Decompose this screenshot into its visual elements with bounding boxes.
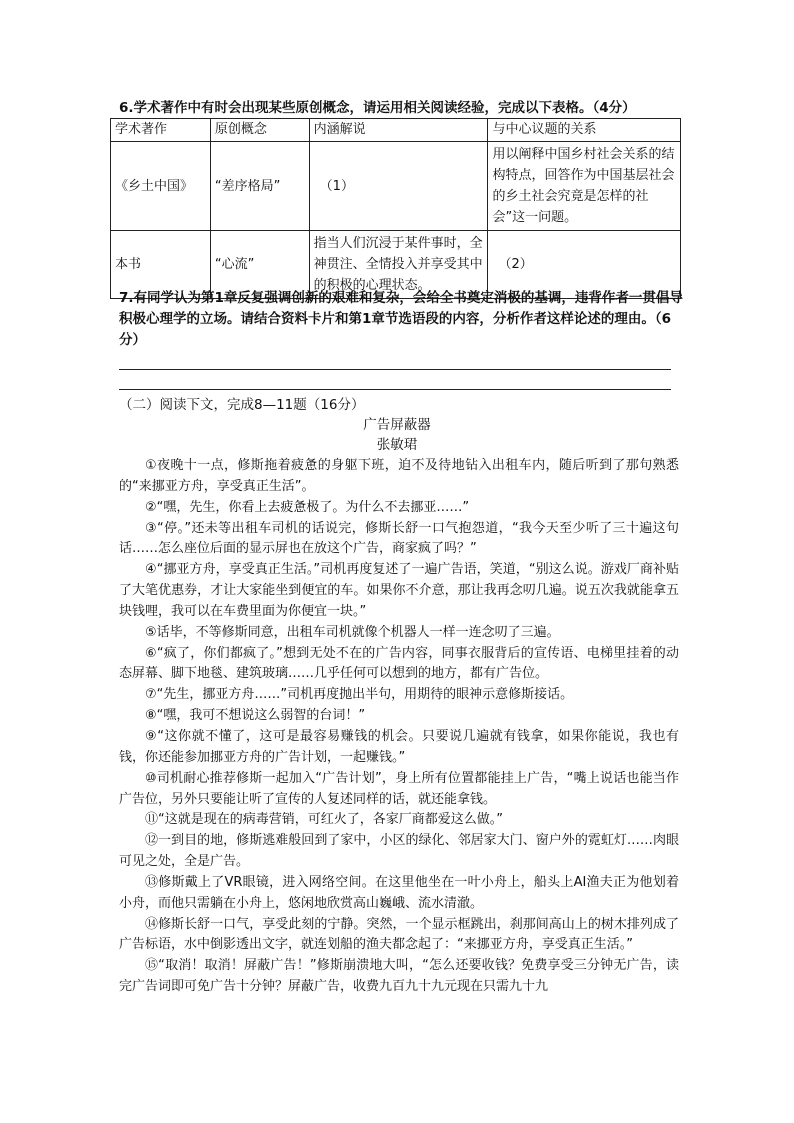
article-body <box>119 456 679 998</box>
paragraph: ⑪“这就是现在的病毒营销，可红火了，各家厂商都爱这么做。” <box>145 812 503 828</box>
table-cell: “差序格局” <box>210 142 309 231</box>
paragraph: ⑥“疯了，你们都疯了。”想到无处不在的广告内容，同事衣服背后的宣传语、电梯里挂着的动态屏幕、脚下地毯、建筑玻璃……几乎任何可以想到的地方，都有广告位。 <box>119 645 679 682</box>
table-cell: （2） <box>488 231 681 299</box>
section-2-heading: （二）阅读下文，完成8—11题（16分） <box>119 397 365 413</box>
answer-line <box>119 369 671 370</box>
table-cell: 指当人们沉浸于某件事时，全神贯注、全情投入并享受其中的积极的心理状态。 <box>309 231 488 299</box>
paragraph: ⑬修斯戴上了VR眼镜，进入网络空间。在这里他坐在一叶小舟上，船头上AI渔夫正为他划着小舟，而他只需躺在小舟上，悠闲地欣赏高山巍峨、流水清澈。 <box>119 874 679 911</box>
paragraph: ⑭修斯长舒一口气，享受此刻的宁静。突然，一个显示框跳出，刹那间高山上的树木排列成了广告标语，水中倒影透出文字，就连划船的渔夫都念起了：“来挪亚方舟，享受真正生活。” <box>119 916 679 953</box>
table-cell: 用以阐释中国乡村社会关系的结构特点，回答作为中国基层社会的乡土社会究竟是怎样的社会”这一问题。 <box>488 142 681 231</box>
paragraph: ⑦“先生，挪亚方舟……”司机再度抛出半句，用期待的眼神示意修斯接话。 <box>145 687 574 703</box>
table-cell: 本书 <box>111 231 211 299</box>
paragraph: ①夜晚十一点，修斯拖着疲惫的身躯下班，迫不及待地钻入出租车内，随后听到了那句熟悉的“来挪亚方舟，享受真正生活”。 <box>119 458 679 494</box>
paragraph: ⑨“这你就不懂了，这可是最容易赚钱的机会。只要说几遍就有钱拿，如果你能说，我也有钱，你还能参加挪亚方舟的广告计划，一起赚钱。” <box>119 728 679 765</box>
article-title: 广告屏蔽器 <box>363 417 431 433</box>
table-row <box>111 142 681 231</box>
header-cell: 与中心议题的关系 <box>488 119 681 142</box>
concepts-table <box>110 118 681 299</box>
table-cell: “心流” <box>210 231 309 299</box>
question-6-title: 6.学术著作中有时会出现某些原创概念，请运用相关阅读经验，完成以下表格。（4分） <box>119 100 636 116</box>
table-cell: 《乡土中国》 <box>111 142 211 231</box>
header-cell: 原创概念 <box>210 119 309 142</box>
header-cell: 内涵解说 <box>309 119 488 142</box>
answer-line <box>119 389 671 390</box>
paragraph: ⑫一到目的地，修斯逃难般回到了家中，小区的绿化、邻居家大门、窗户外的霓虹灯……肉眼可见之处，全是广告。 <box>119 833 679 870</box>
paragraph: ⑩司机耐心推荐修斯一起加入“广告计划”，身上所有位置都能挂上广告，“嘴上说话也能当作广告位，另外只要能让听了宣传的人复述同样的话，就还能拿钱。 <box>119 770 679 807</box>
article-author: 张敏珺 <box>376 437 418 453</box>
paragraph: ⑮“取消！取消！屏蔽广告！”修斯崩溃地大叫，“怎么还要收钱？免费享受三分钟无广告，读完广告词即可免广告十分钟？屏蔽广告，收费九百九十九元现在只需九十九 <box>119 958 679 995</box>
paragraph: ④“挪亚方舟，享受真正生活。”司机再度复述了一遍广告语，笑道，“别这么说。游戏厂商补贴了大笔优惠券，才让大家能坐到便宜的车。如果你不介意，那让我再念叨几遍。说五次我就能拿五块钱哩，我可以在车费里面为你便宜一块。” <box>119 562 679 619</box>
table-cell: （1） <box>309 142 488 231</box>
header-cell: 学术著作 <box>111 119 211 142</box>
paragraph: ⑤话毕，不等修斯同意，出租车司机就像个机器人一样一连念叨了三遍。 <box>145 624 560 640</box>
paragraph: ②“嘿，先生，你看上去疲惫极了。为什么不去挪亚……” <box>145 499 470 515</box>
paragraph: ⑧“嘿，我可不想说这么弱智的台词！” <box>145 708 366 724</box>
question-7: 7.有同学认为第1章反复强调创新的艰难和复杂，会给全书奠定消极的基调，违背作者一贯倡导积极心理学的立场。请结合资料卡片和第1章节选语段的内容，分析作者这样论述的理由。（6分） <box>119 290 683 348</box>
paragraph: ③“停。”还未等出租车司机的话说完，修斯长舒一口气抱怨道，“我今天至少听了三十遍这句话……怎么座位后面的显示屏也在放这个广告，商家疯了吗？” <box>119 520 679 557</box>
table-header-row <box>111 119 681 142</box>
